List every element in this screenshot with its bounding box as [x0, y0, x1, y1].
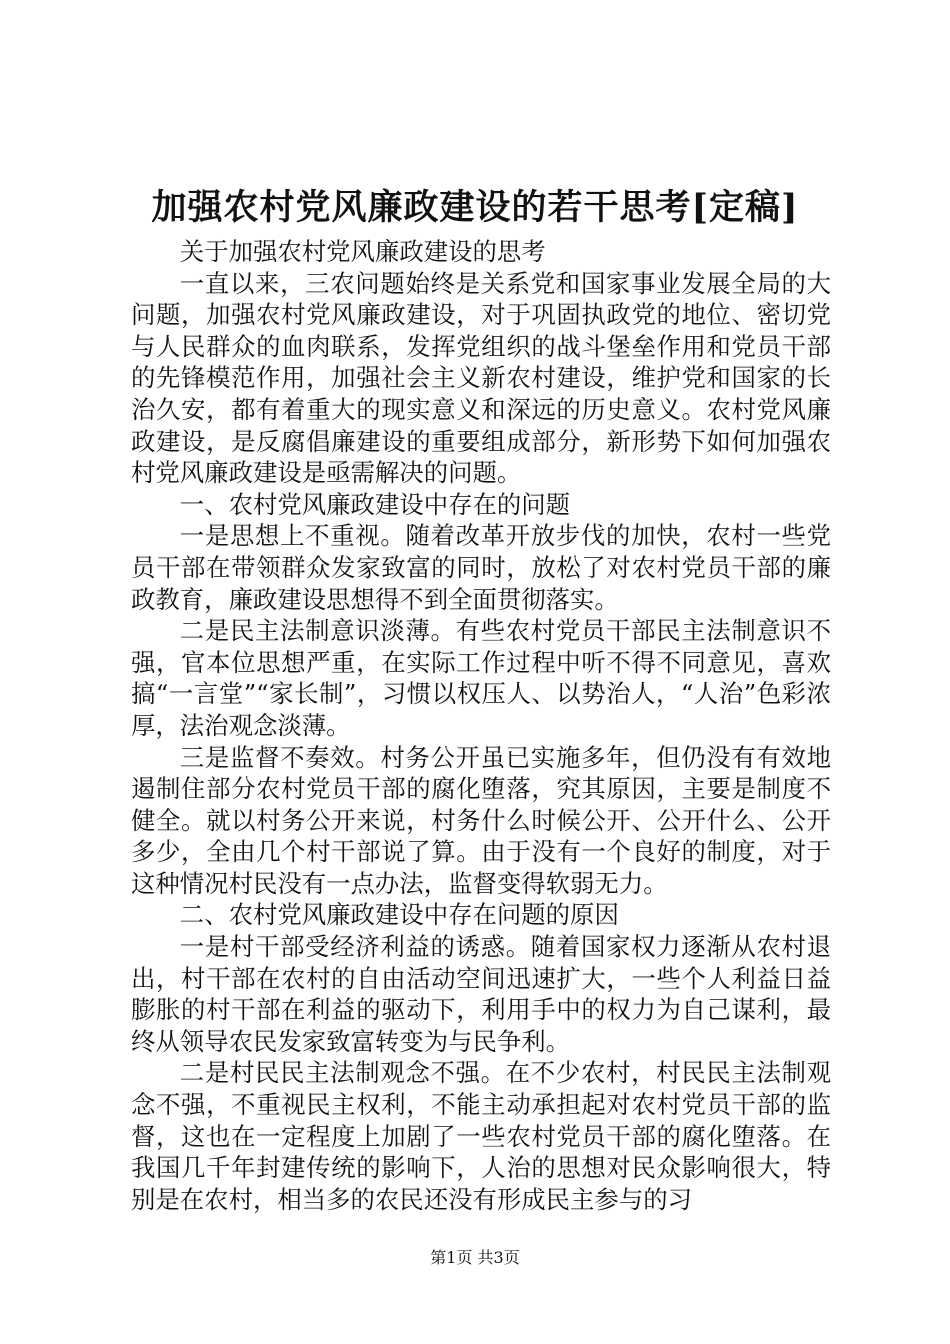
- section-heading: 二、农村党风廉政建设中存在问题的原因: [179, 900, 619, 930]
- section-heading: 一、农村党风廉政建设中存在的问题: [179, 489, 571, 519]
- page-footer: 第1页 共3页: [430, 1248, 520, 1267]
- paragraph: 三是监督不奏效。村务公开虽已实施多年，但仍没有有效地遏制住部分农村党员干部的腐化堕落，究其原因，主要是制度不健全。就以村务公开来说，村务什么时候公开、公开什么、公开多少，全由几个村干部说了算。由于没有一个良好的制度，对于这种情况村民没有一点办法，监督变得软弱无力。: [131, 742, 831, 898]
- document-body: [131, 236, 831, 1215]
- paragraph: 一是村干部受经济利益的诱惑。随着国家权力逐渐从农村退出，村干部在农村的自由活动空间迅速扩大，一些个人利益日益膨胀的村干部在利益的驱动下，利用手中的权力为自己谋利，最终从领导农民发家致富转变为与民争利。: [131, 932, 831, 1056]
- paragraph: 二是民主法制意识淡薄。有些农村党员干部民主法制意识不强，官本位思想严重，在实际工作过程中听不得不同意见，喜欢搞“一言堂”“家长制”，习惯以权压人、以势治人，“人治”色彩浓厚，法治观念淡薄。: [131, 616, 831, 740]
- paragraph: 二是村民民主法制观念不强。在不少农村，村民民主法制观念不强，不重视民主权利，不能主动承担起对农村党员干部的监督，这也在一定程度上加剧了一些农村党员干部的腐化堕落。在我国几千年封建传统的影响下，人治的思想对民众影响很大，特别是在农村，相当多的农民还没有形成民主参与的习: [131, 1058, 831, 1214]
- paragraph: 一直以来，三农问题始终是关系党和国家事业发展全局的大问题，加强农村党风廉政建设，对于巩固执政党的地位、密切党与人民群众的血肉联系，发挥党组织的战斗堡垒作用和党员干部的先锋模范作用，加强社会主义新农村建设，维护党和国家的长治久安，都有着重大的现实意义和深远的历史意义。农村党风廉政建设，是反腐倡廉建设的重要组成部分，新形势下如何加强农村党风廉政建设是亟需解决的问题。: [131, 268, 831, 488]
- paragraph: 一是思想上不重视。随着改革开放步伐的加快，农村一些党员干部在带领群众发家致富的同时，放松了对农村党员干部的廉政教育，廉政建设思想得不到全面贯彻落实。: [131, 521, 831, 614]
- paragraph: 关于加强农村党风廉政建设的思考: [179, 237, 546, 266]
- document-title: 加强农村党风廉政建设的若干思考[定稿]: [151, 187, 799, 228]
